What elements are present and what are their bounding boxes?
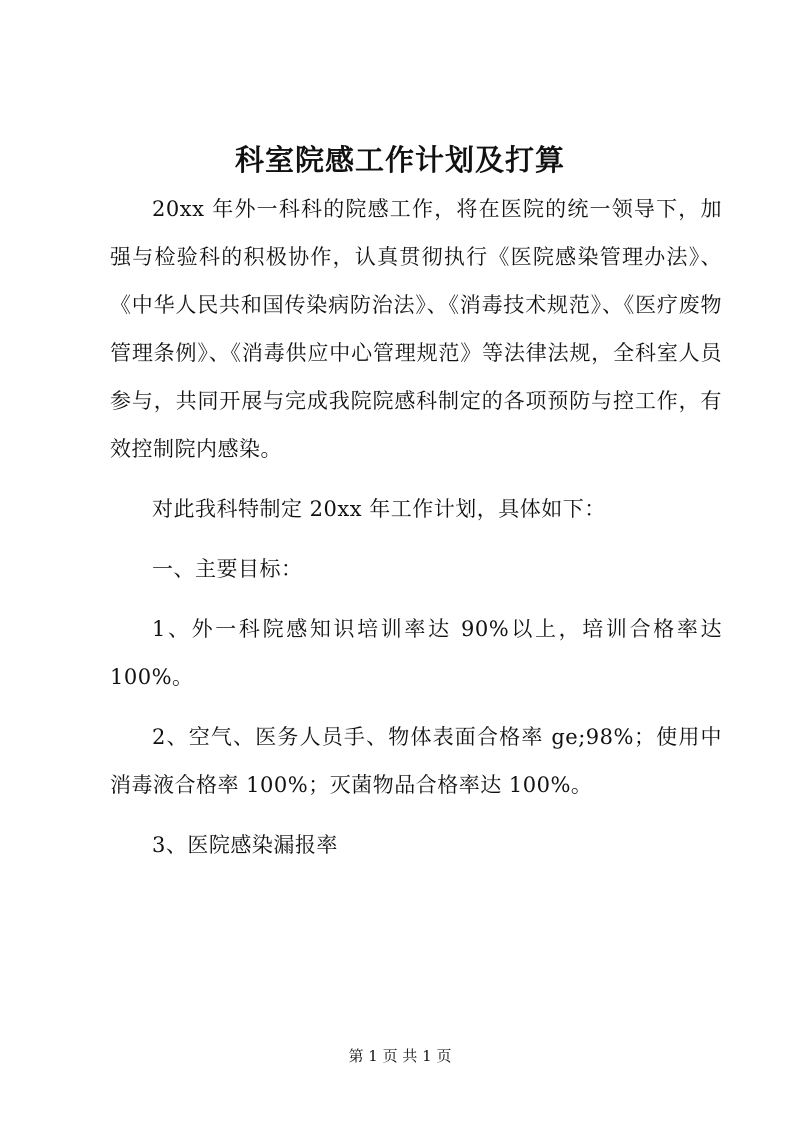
- page-footer: 第 1 页 共 1 页: [348, 1047, 452, 1065]
- document-title: 科室院感工作计划及打算: [234, 143, 565, 177]
- paragraph-goal-1: 1、外一科院感知识培训率达 90%以上，培训合格率达 100%。: [110, 617, 722, 689]
- paragraph-goal-2: 2、空气、医务人员手、物体表面合格率 ge;98%；使用中消毒液合格率 100%；灭菌物品合格率达 100%。: [110, 725, 722, 797]
- document-body: [110, 185, 722, 881]
- paragraph-goal-3: 3、医院感染漏报率: [152, 833, 338, 857]
- paragraph-goals-heading: 一、主要目标：: [152, 557, 303, 581]
- paragraph-intro: 20xx 年外一科科的院感工作，将在医院的统一领导下，加强与检验科的积极协作，认真贯彻执行《医院感染管理办法》、《中华人民共和国传染病防治法》、《消毒技术规范》、《医疗废物管理条例》、《消毒供应中心管理规范》等法律法规，全科室人员参与，共同开展与完成我院院感科制定的各项预防与控工作，有效控制院内感染。: [110, 197, 722, 461]
- paragraph-plan-intro: 对此我科特制定 20xx 年工作计划，具体如下：: [152, 497, 606, 521]
